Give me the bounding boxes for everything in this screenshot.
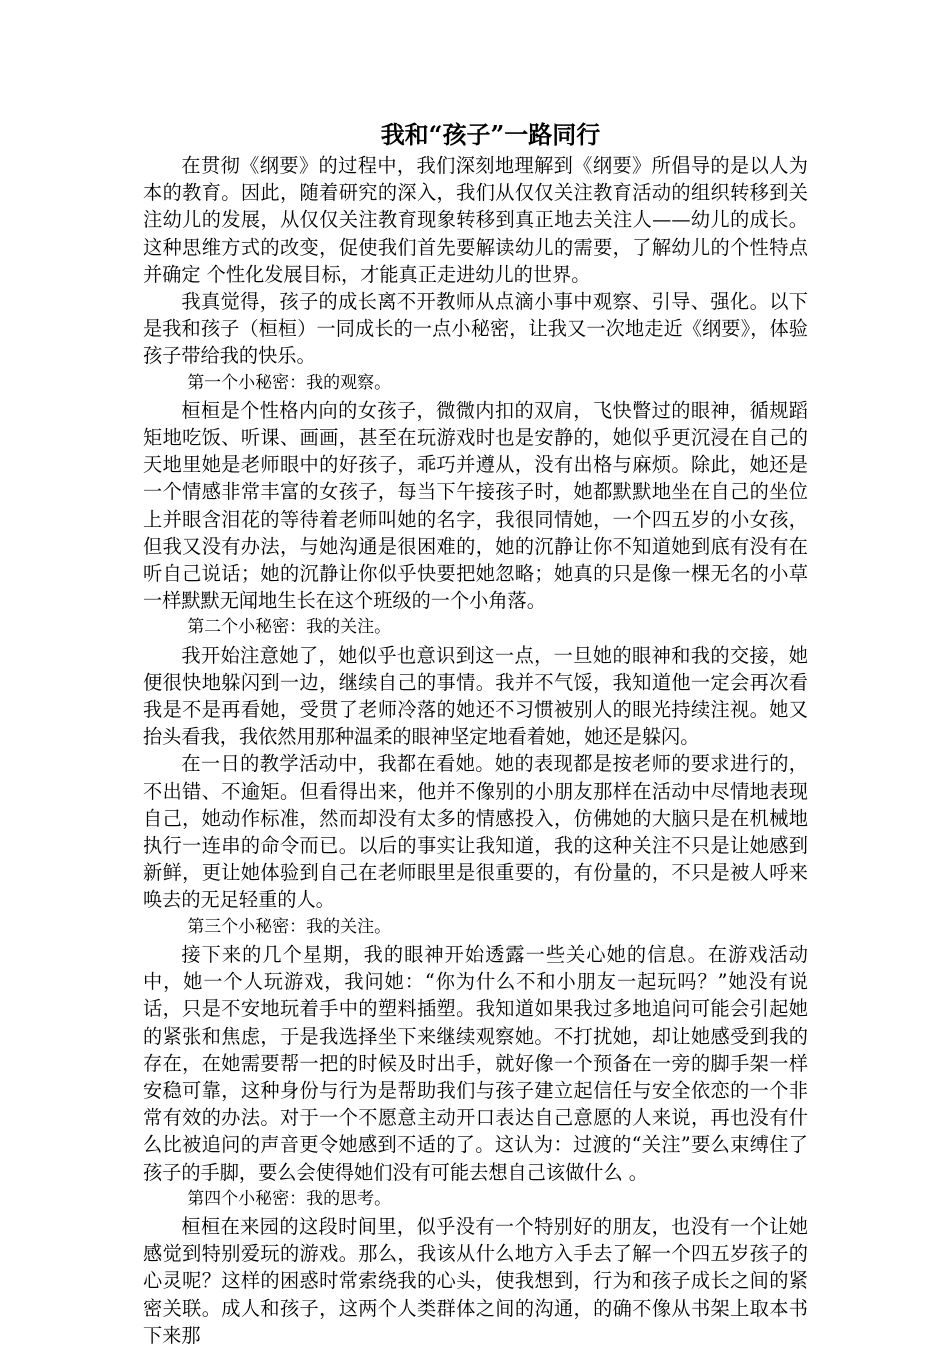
intro-paragraph-1: 在贯彻《纲要》的过程中，我们深刻地理解到《纲要》所倡导的是以人为本的教育。因此，随着研究的深入，我们从仅仅关注教育活动的组织转移到关注幼儿的发展，从仅仅关注教育现象转移到真正地去关注人——幼儿的成长。这种思维方式的改变，促使我们首先要解读幼儿的需要，了解幼儿的个性特点并确定 个性化发展目标，才能真正走进幼儿的世界。: [143, 154, 808, 286]
section-1-heading: 第一个小秘密：我的观察。: [187, 372, 392, 393]
section-3-heading: 第三个小秘密：我的关注。: [187, 916, 392, 937]
intro-paragraph-2: 我真觉得，孩子的成长离不开教师从点滴小事中观察、引导、强化。以下是我和孩子（桓桓）一同成长的一点小秘密，让我又一次地走近《纲要》，体验孩子带给我的快乐。: [143, 290, 808, 368]
section-2-heading: 第二个小秘密：我的关注。: [187, 617, 392, 638]
section-2-paragraph-2: 在一日的教学活动中，我都在看她。她的表现都是按老师的要求进行的，不出错、不逾矩。但看得出来，他并不像别的小朋友那样在活动中尽情地表现自己，她动作标准，然而却没有太多的情感投入，仿佛她的大脑只是在机械地执行一连串的命令而已。以后的事实让我知道，我的这种关注不只是让她感到新鲜，更让她体验到自己在老师眼里是很重要的，有份量的，不只是被人呼来唤去的无足轻重的人。: [143, 752, 808, 912]
document-title: 我和“孩子”一路同行: [380, 120, 601, 149]
document-page: [143, 118, 808, 1349]
section-1-paragraph: 桓桓是个性格内向的女孩子，微微内扣的双肩，飞快瞥过的眼神，循规蹈矩地吃饭、听课、画画，甚至在玩游戏时也是安静的，她似乎更沉浸在自己的天地里她是老师眼中的好孩子，乖巧并遵从，没有出格与麻烦。除此，她还是一个情感非常丰富的女孩子，每当下午接孩子时，她都默默地坐在自己的坐位上并眼含泪花的等待着老师叫她的名字，我很同情她，一个四五岁的小女孩，但我又没有办法，与她沟通是很困难的，她的沉静让你不知道她到底有没有在听自己说话；她的沉静让你似乎快要把她忽略；她真的只是像一棵无名的小草一样默默无闻地生长在这个班级的一个小角落。: [143, 398, 808, 613]
section-4-paragraph: 桓桓在来园的这段时间里，似乎没有一个特别好的朋友，也没有一个让她感觉到特别爱玩的游戏。那么，我该从什么地方入手去了解一个四五岁孩子的心灵呢？这样的困惑时常索绕我的心头，使我想到，行为和孩子成长之间的紧密关联。成人和孩子，这两个人类群体之间的沟通，的确不像从书架上取本书下来那: [143, 1214, 808, 1347]
section-4-heading: 第四个小秘密：我的思考。: [187, 1188, 392, 1209]
section-3-paragraph: 接下来的几个星期，我的眼神开始透露一些关心她的信息。在游戏活动中，她一个人玩游戏，我问她：“你为什么不和小朋友一起玩吗？”她没有说话，只是不安地玩着手中的塑料插塑。我知道如果我过多地追问可能会引起她的紧张和焦虑，于是我选择坐下来继续观察她。不打扰她，却让她感受到我的存在，在她需要帮一把的时候及时出手，就好像一个预备在一旁的脚手架一样安稳可靠，这种身份与行为是帮助我们与孩子建立起信任与安全依恋的一个非常有效的办法。对于一个不愿意主动开口表达自己意愿的人来说，再也没有什么比被追问的声音更令她感到不适的了。这认为：过渡的“关注”要么束缚住了孩子的手脚，要么会使得她们没有可能去想自己该做什么 。: [143, 942, 808, 1184]
section-2-paragraph-1: 我开始注意她了，她似乎也意识到这一点，一旦她的眼神和我的交接，她便很快地躲闪到一边，继续自己的事情。我并不气馁，我知道他一定会再次看我是不是再看她，受贯了老师冷落的她还不习惯被别人的眼光持续注视。她又抬头看我，我依然用那种温柔的眼神坚定地看着她，她还是躲闪。: [143, 643, 808, 749]
